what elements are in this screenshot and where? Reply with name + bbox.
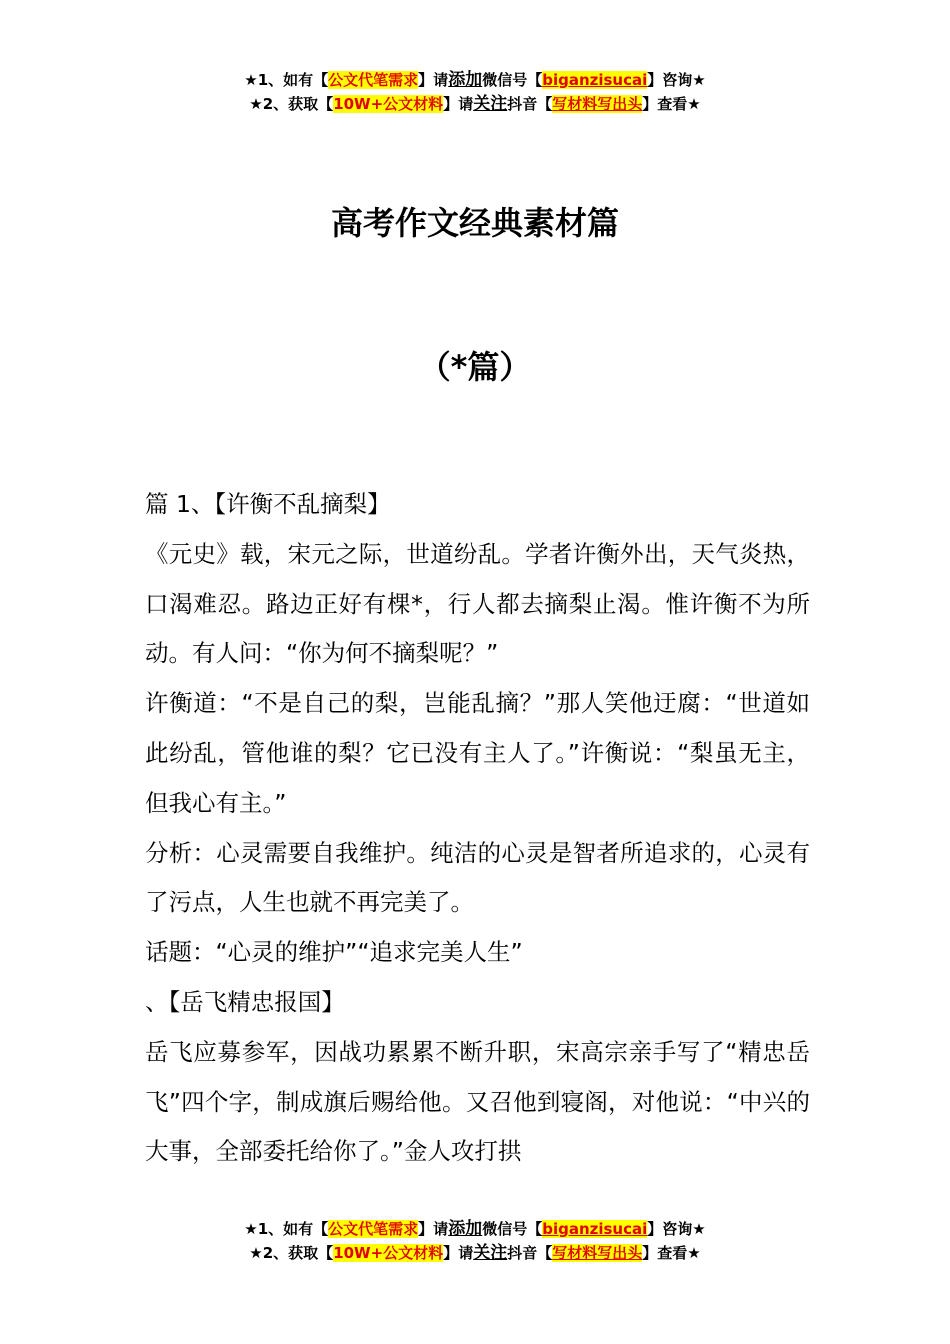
banner-text: 】请 xyxy=(418,71,449,89)
paragraph: 岳飞应募参军，因战功累累不断升职，宋高宗亲手写了“精忠岳飞”四个字，制成旗后赐给他。又召他到寝阁，对他说：“中兴的大事，全部委托给你了。”金人攻打拱 xyxy=(145,1037,810,1166)
underlined-text: 关注 xyxy=(473,94,508,114)
banner-line-1 xyxy=(0,68,950,92)
banner-text: ★2、获取【 xyxy=(249,1244,334,1262)
banner-text: 微信号【 xyxy=(482,71,543,89)
header-banner xyxy=(0,68,950,116)
document-body xyxy=(145,480,810,1177)
banner-text: 】咨询★ xyxy=(647,1220,706,1238)
banner-text: 微信号【 xyxy=(482,1220,543,1238)
paragraph: 话题：“心灵的维护”“追求完美人生” xyxy=(145,938,523,967)
douyin-id: 写材料写出头 xyxy=(552,1244,643,1262)
highlight-text: 10W+公文材料 xyxy=(333,1244,444,1262)
banner-text: 】请 xyxy=(443,1244,474,1262)
paragraph: 《元史》载，宋元之际，世道纷乱。学者许衡外出，天气炎热，口渴难忍。路边正好有棵*，行人都去摘梨止渴。惟许衡不为所动。有人问：“你为何不摘梨呢？” xyxy=(145,539,810,668)
document-title: 高考作文经典素材篇 xyxy=(330,204,619,242)
document-subtitle: （*篇） xyxy=(418,348,532,386)
highlight-text: 公文代笔需求 xyxy=(328,71,419,89)
highlight-text: 公文代笔需求 xyxy=(328,1220,419,1238)
banner-line-1 xyxy=(0,1217,950,1241)
banner-line-2 xyxy=(0,92,950,116)
douyin-id: 写材料写出头 xyxy=(552,95,643,113)
banner-line-2 xyxy=(0,1241,950,1265)
section-heading: 、【岳飞精忠报国】 xyxy=(145,987,345,1016)
paragraph: 分析：心灵需要自我维护。纯洁的心灵是智者所追求的，心灵有了污点，人生也就不再完美了。 xyxy=(145,838,810,917)
banner-text: 】请 xyxy=(443,95,474,113)
banner-text: 】查看★ xyxy=(642,95,701,113)
banner-text: 】查看★ xyxy=(642,1244,701,1262)
banner-text: ★1、如有【 xyxy=(244,71,329,89)
banner-text: ★2、获取【 xyxy=(249,95,334,113)
wechat-id: biganzisucai xyxy=(542,1220,648,1238)
banner-text: 】咨询★ xyxy=(647,71,706,89)
underlined-text: 添加 xyxy=(448,1219,483,1239)
highlight-text: 10W+公文材料 xyxy=(333,95,444,113)
banner-text: 抖音【 xyxy=(507,95,553,113)
underlined-text: 关注 xyxy=(473,1243,508,1263)
underlined-text: 添加 xyxy=(448,70,483,90)
banner-text: ★1、如有【 xyxy=(244,1220,329,1238)
section-heading: 篇 1、【许衡不乱摘梨】 xyxy=(145,490,391,518)
banner-text: 抖音【 xyxy=(507,1244,553,1262)
footer-banner xyxy=(0,1217,950,1265)
banner-text: 】请 xyxy=(418,1220,449,1238)
wechat-id: biganzisucai xyxy=(542,71,648,89)
paragraph: 许衡道：“不是自己的梨，岂能乱摘？”那人笑他迂腐：“世道如此纷乱，管他谁的梨？它已没有主人了。”许衡说：“梨虽无主，但我心有主。” xyxy=(145,689,810,817)
